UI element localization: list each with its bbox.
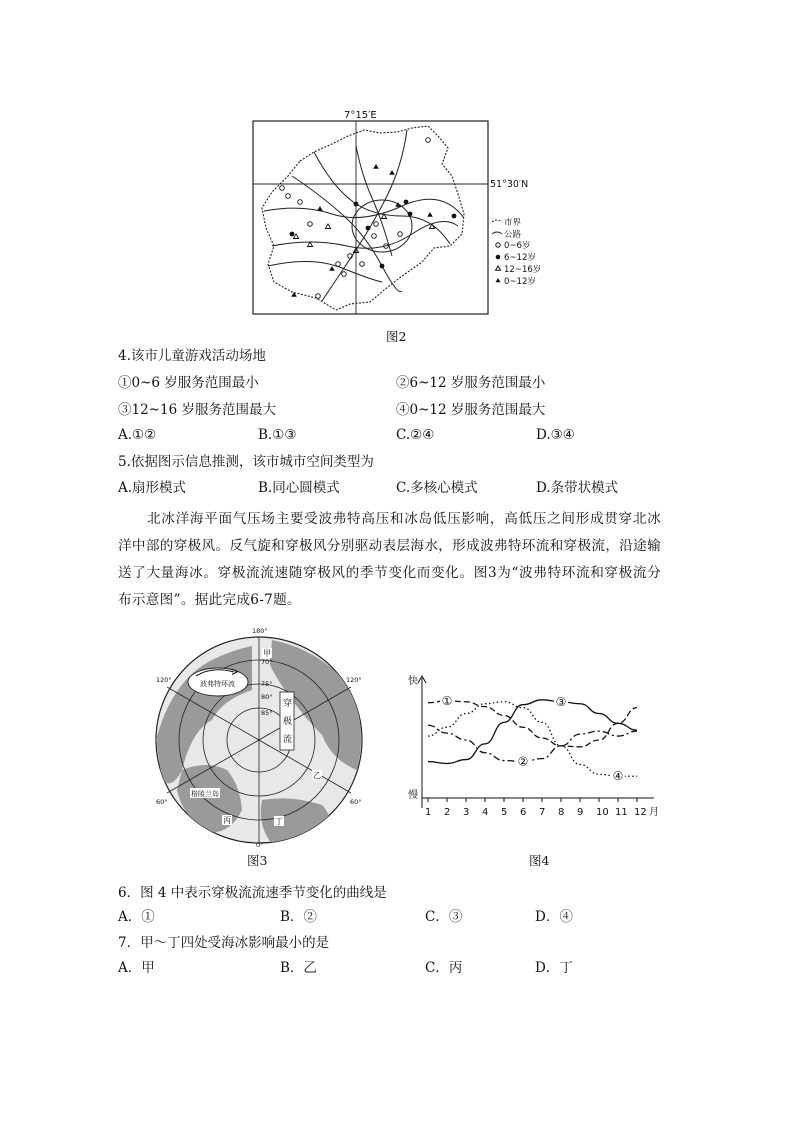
- q7-choice-b[interactable]: B．乙: [280, 960, 317, 976]
- x-tick-label: 9: [577, 807, 584, 818]
- lon-60-right-label: 60°: [350, 798, 362, 806]
- q4-choice-c[interactable]: C.②④: [396, 427, 435, 443]
- figure-4: [398, 670, 664, 820]
- q4-option-4: ④0~12 岁服务范围最大: [396, 402, 546, 418]
- marker-jia: 甲: [263, 649, 271, 658]
- city-boundary: [262, 126, 464, 310]
- y-axis-slow-label: 慢: [408, 790, 418, 801]
- lat-80-label: 80°: [261, 693, 273, 701]
- q4-choice-b[interactable]: B.①③: [258, 427, 297, 443]
- q4-choice-a[interactable]: A.①②: [118, 427, 157, 443]
- series-label-4: ④: [612, 769, 624, 784]
- lat-70-label: 70°: [261, 658, 273, 666]
- q4-option-3: ③12~16 岁服务范围最大: [118, 402, 276, 418]
- series-label-2: ②: [517, 754, 529, 769]
- q5-stem: 5.依据图示信息推测，该市城市空间类型为: [118, 454, 374, 470]
- figure-3: [152, 620, 370, 848]
- series-label-3: ③: [555, 694, 567, 709]
- x-tick-label: 8: [558, 807, 565, 818]
- fig2-legend: [492, 217, 541, 287]
- figure-2: [252, 106, 552, 316]
- fig2-caption: 图2: [386, 329, 407, 344]
- q7-choice-d[interactable]: D．丁: [535, 960, 573, 976]
- passage-text: 北冰洋海平面气压场主要受波弗特高压和冰岛低压影响，高低压之间形成贯穿北冰洋中部的穿极风。反气旋和穿极风分别驱动表层海水，形成波弗特环流和穿极流，沿途输送了大量海冰。穿极流流速随穿极风的季节变化而变化。图3为“波弗特环流和穿极流分布示意图”。据此完成6-7题。: [118, 511, 661, 608]
- lat-85-label: 85°: [261, 709, 273, 717]
- q4-choice-d[interactable]: D.③④: [536, 427, 575, 443]
- q7-stem: 7．甲～丁四处受海冰影响最小的是: [118, 935, 330, 951]
- fig3-caption: 图3: [247, 853, 268, 868]
- transpolar-3: 流: [283, 735, 293, 745]
- series-line-1: [428, 701, 637, 747]
- greenland-label: 格陵兰岛: [191, 790, 219, 798]
- q5-choice-b[interactable]: B.同心圆模式: [258, 480, 340, 496]
- lon-60-left-label: 60°: [156, 798, 168, 806]
- x-tick-label: 2: [444, 807, 451, 818]
- x-tick-label: 10: [596, 807, 609, 818]
- x-tick-label: 1: [425, 807, 432, 818]
- q6-stem: 6．图 4 中表示穿极流流速季节变化的曲线是: [118, 885, 387, 901]
- lat-label: 51°30′N: [490, 179, 529, 190]
- city-map: [252, 106, 552, 316]
- beaufort-label: 波弗特环流: [200, 680, 235, 688]
- marker-bing: 丙: [223, 816, 231, 825]
- q7-choice-c[interactable]: C．丙: [425, 960, 463, 976]
- q5-choice-a[interactable]: A.扇形模式: [118, 480, 187, 496]
- q6-choice-b[interactable]: B．②: [280, 909, 317, 925]
- y-axis-fast-label: 快: [408, 676, 418, 687]
- x-tick-label: 11: [615, 807, 628, 818]
- x-axis-unit-label: 月: [649, 807, 659, 818]
- x-tick-label: 4: [482, 807, 489, 818]
- q7-choice-a[interactable]: A．甲: [118, 960, 155, 976]
- q6-choice-c[interactable]: C．③: [425, 909, 463, 925]
- fig4-caption: 图4: [529, 853, 550, 868]
- x-tick-label: 6: [520, 807, 527, 818]
- q4-option-1: ①0~6 岁服务范围最小: [118, 375, 259, 391]
- legend-age-0-6: 0~6岁: [504, 241, 531, 251]
- lon-label: 7°15′E: [344, 110, 377, 121]
- x-tick-label: 12: [634, 807, 647, 818]
- marker-yi: 乙: [313, 771, 321, 780]
- x-tick-label: 3: [463, 807, 470, 818]
- lon-0-label: 0°: [256, 841, 264, 848]
- q6-choice-a[interactable]: A．①: [118, 909, 155, 925]
- transpolar-1: 穿: [283, 699, 293, 709]
- legend-age-12-16: 12~16岁: [504, 265, 542, 275]
- x-tick-label: 7: [539, 807, 546, 818]
- q6-choice-d[interactable]: D．④: [535, 909, 573, 925]
- x-tick-label: 5: [501, 807, 508, 818]
- legend-city-boundary: 市界: [504, 218, 522, 228]
- lon-180-label: 180°: [252, 627, 268, 635]
- q5-choice-c[interactable]: C.多核心模式: [396, 480, 478, 496]
- lat-75-label: 75°: [261, 680, 273, 688]
- marker-ding: 丁: [275, 817, 283, 826]
- legend-road: 公路: [504, 230, 522, 240]
- q4-option-2: ②6~12 岁服务范围最小: [396, 375, 546, 391]
- lon-120-left-label: 120°: [156, 676, 172, 684]
- polar-map: [152, 620, 370, 848]
- q4-stem: 4.该市儿童游戏活动场地: [118, 348, 266, 364]
- series-label-1: ①: [441, 693, 453, 708]
- lon-120-right-label: 120°: [346, 676, 362, 684]
- flow-speed-chart: [398, 670, 664, 820]
- q5-choice-d[interactable]: D.条带状模式: [536, 480, 619, 496]
- legend-age-6-12: 6~12岁: [504, 253, 536, 263]
- legend-age-0-12: 0~12岁: [504, 277, 536, 287]
- transpolar-2: 极: [283, 717, 293, 727]
- series-line-2: [428, 725, 637, 761]
